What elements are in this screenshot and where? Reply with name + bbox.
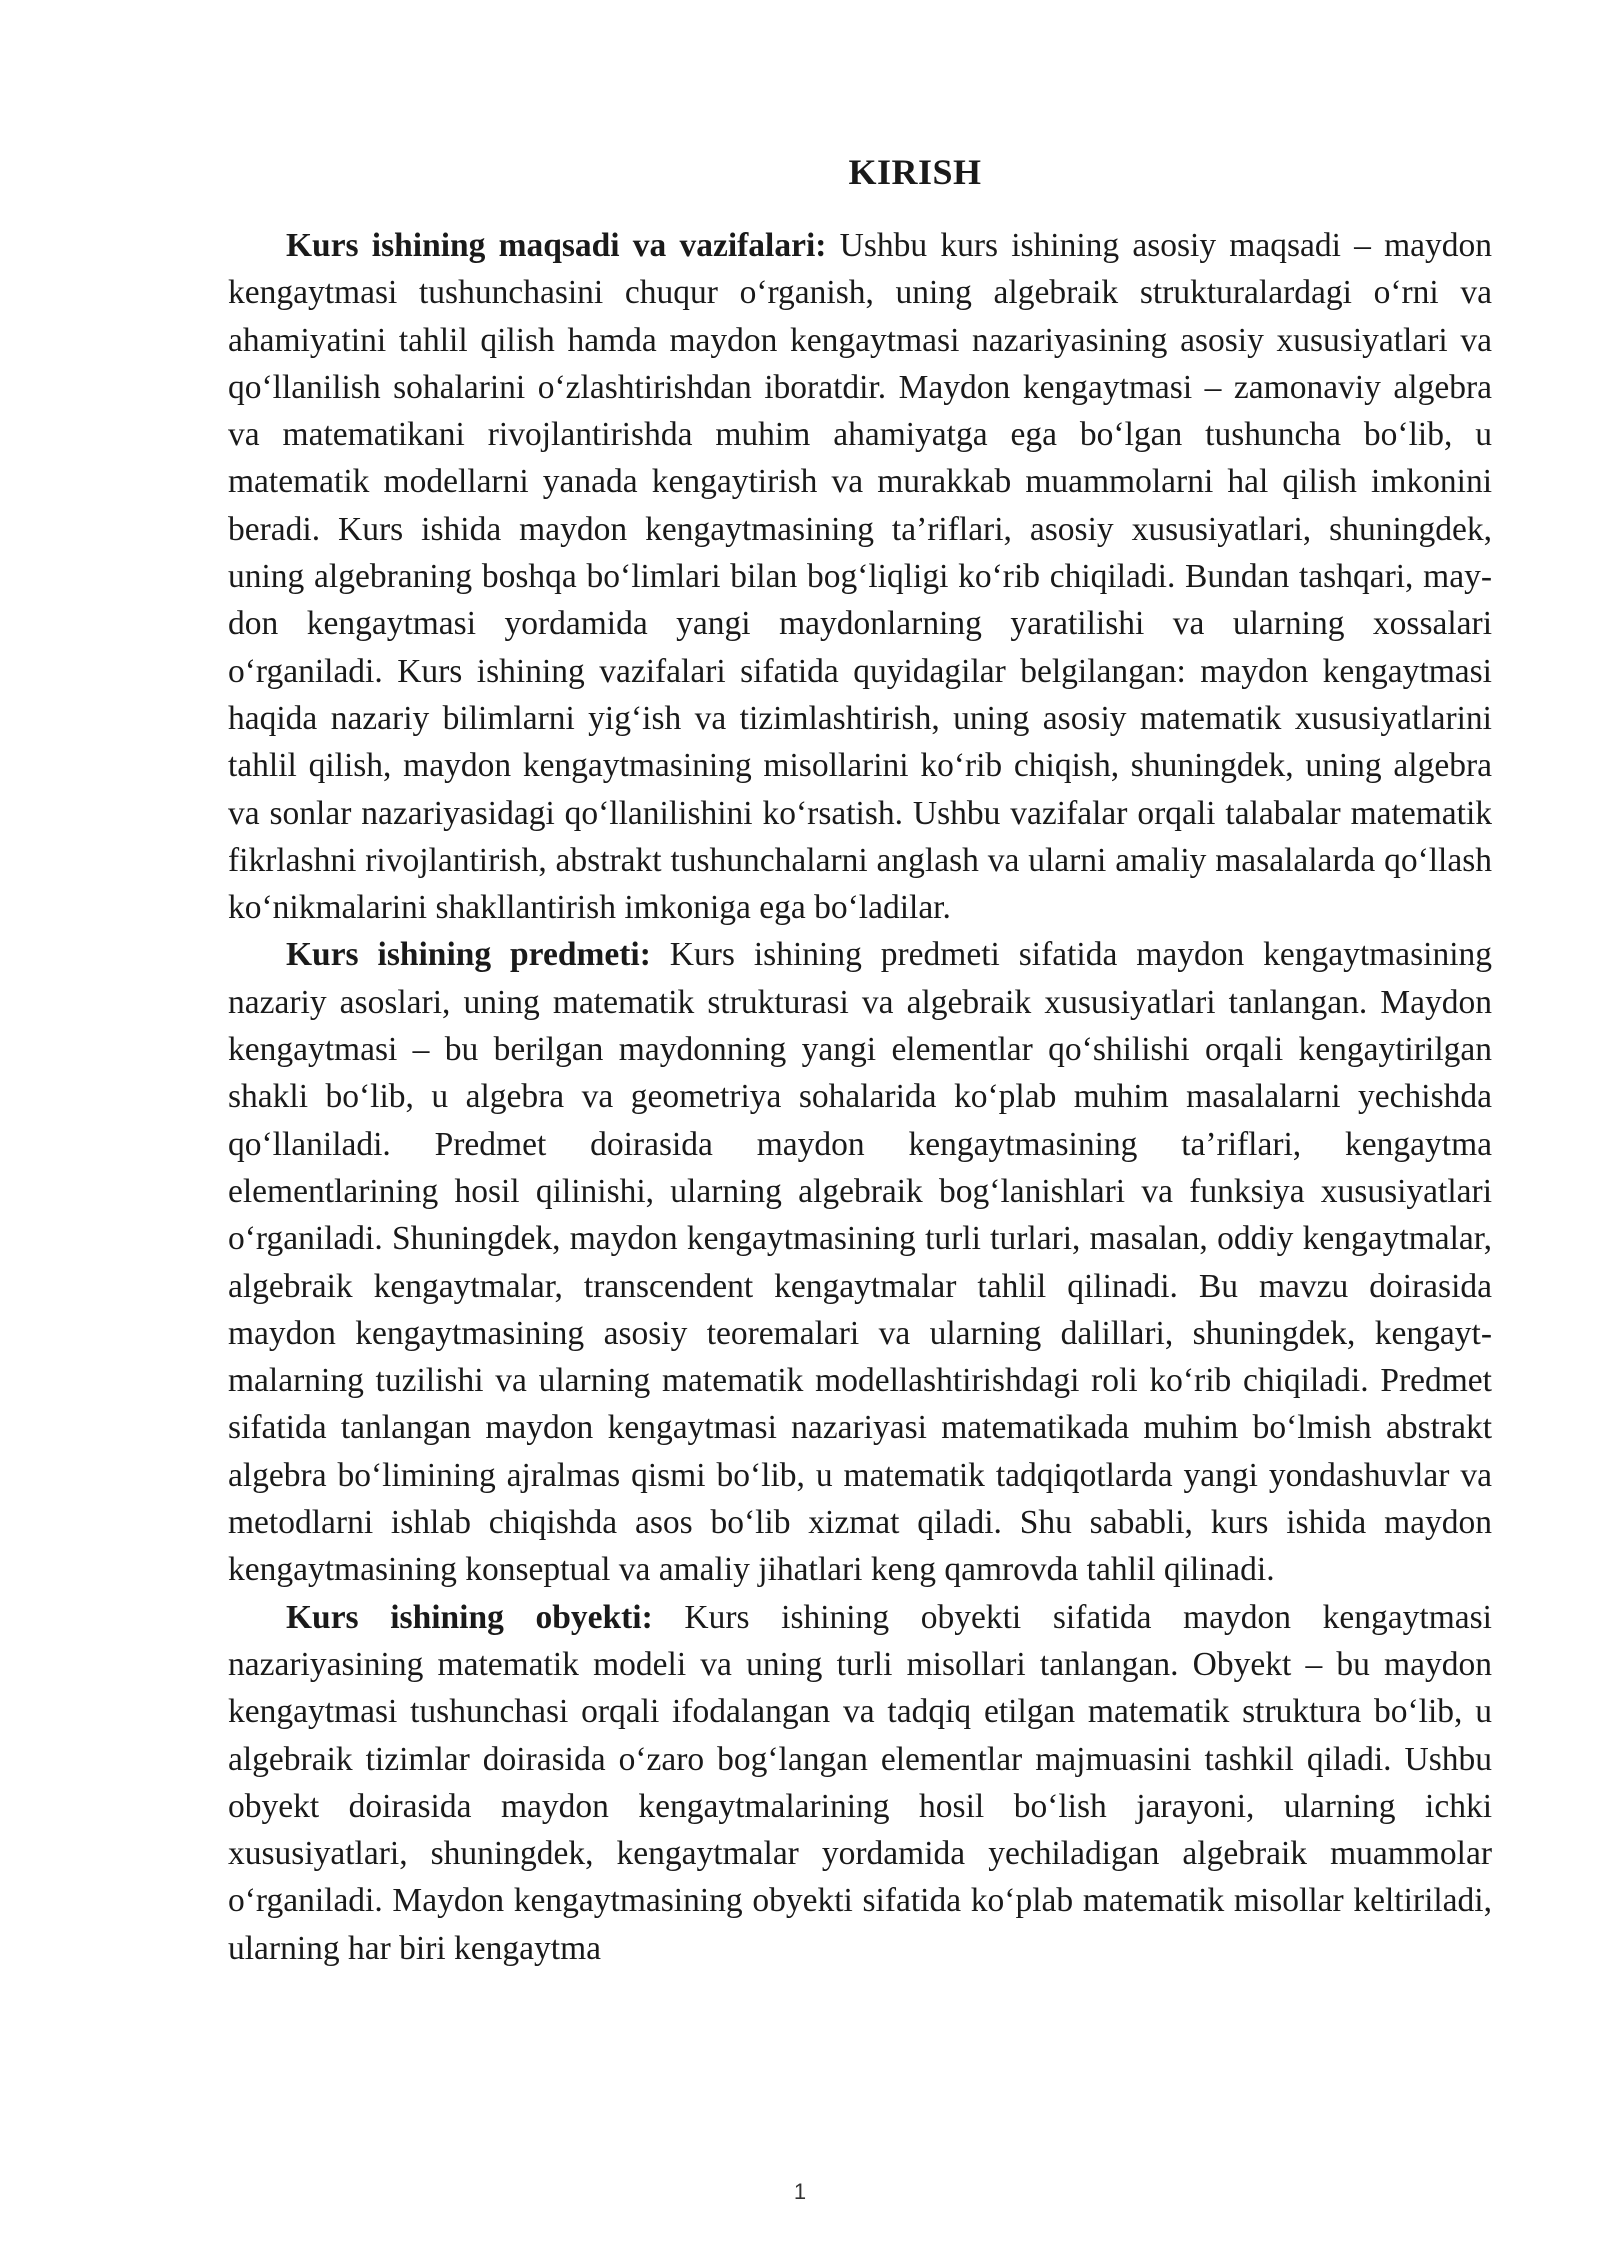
page-title: KIRISH xyxy=(848,152,982,192)
paragraph-lead: Kurs ishining maqsadi va vazifalari: xyxy=(286,227,827,264)
paragraph-lead: Kurs ishining obyekti: xyxy=(286,1598,653,1636)
paragraph-obyekti xyxy=(228,1594,1492,1972)
document-page xyxy=(228,150,1492,1972)
paragraph-text: Kurs ishining obyekti sifatida maydon kengaytmasi nazariyasining matematik modeli va uning turli misollari tanlangan. Obyekt – bu maydon kengaytmasi tushunchasi orqali ifodalangan va tadqiq etilgan matematik struktura bo‘lib, u algebraik tizimlar doirasida o‘zaro bog‘langan elementlar majmuasini tashkil qiladi. Ushbu obyekt doirasida maydon kengaytmalarining hosil bo‘lish jarayoni, ularning ichki xususiyatlari, shuningdek, kengaytmalar yordamida yechiladigan algebraik muammolar o‘rganiladi. Maydon kengaytmasining obyekti sifatida ko‘plab matematik misollar keltiriladi, ularning har biri kengaytma xyxy=(228,1598,1492,1967)
paragraph-predmeti xyxy=(228,931,1492,1593)
paragraph-text: Kurs ishining predmeti sifatida maydon kengaytmasining nazariy asoslari, uning matematik strukturasi va algebraik xususiyatlari tanlangan. Maydon kengaytmasi – bu berilgan maydonning yangi elementlar qo‘shilishi orqali kengaytirilgan shakli bo‘lib, u algebra va geometriya sohalarida ko‘plab muhim masalalarni yechishda qo‘llaniladi. Predmet doirasida maydon kengaytmasining ta’riflari, kengaytma elementlarining hosil qilinishi, ularning algebraik bog‘lanishlari va funksiya xususiyatlari o‘rganiladi. Shuningdek, maydon kengaytmasining turli turlari, masalan, oddiy kengaytmalar, algebraik kengaytmalar, transcendent kengaytmalar tahlil qilinadi. Bu mavzu doirasida maydon kengaytmasining asosiy teoremalari va ularning dalillari, shuningdek, kengaytmalarning tuzilishi va ularning matematik modellashtirishdagi roli ko‘rib chiqiladi. Predmet sifatida tanlangan maydon kengaytmasi nazariyasi matematikada muhim bo‘lmish abstrakt algebra bo‘limining ajralmas qismi bo‘lib, u matematik tadqiqotlarda yangi yondashuvlar va metodlarni ishlab chiqishda asos bo‘lib xizmat qiladi. Shu sababli, kurs ishida maydon kengaytmasining konseptual va amaliy jihatlari keng qamrovda tahlil qilinadi. xyxy=(228,936,1492,1589)
page-number: 1 xyxy=(793,2179,807,2204)
paragraph-text: Ushbu kurs ishining asosiy maqsadi – maydon kengaytmasi tushunchasini chuqur o‘rganish, uning algebraik strukturalardagi o‘rni va ahamiyatini tahlil qilish hamda maydon kengaytmasi nazariyasining asosiy xususiyatlari va qo‘llanilish sohalarini o‘zlashtirishdan iboratdir. Maydon kengaytmasi – zamonaviy algebra va matematikani rivojlantirishda muhim ahamiyatga ega bo‘lgan tushuncha bo‘lib, u matematik modellarni yanada kengaytirish va murakkab muammolarni hal qilish imkonini beradi. Kurs ishida maydon kengaytmasining ta’riflari, asosiy xususiyatlari, shuningdek, uning algebraning boshqa bo‘limlari bilan bog‘liqligi ko‘rib chiqiladi. Bundan tashqari, maydon kengaytmasi yordamida yangi maydonlarning yaratilishi va ularning xossalari o‘rganiladi. Kurs ishining vazifalari sifatida quyidagilar belgilangan: maydon kengaytmasi haqida nazariy bilimlarni yig‘ish va tizimlashtirish, uning asosiy matematik xususiyatlarini tahlil qilish, maydon kengaytmasining misollarini ko‘rib chiqish, shuningdek, uning algebra va sonlar nazariyasidagi qo‘llanilishini ko‘rsatish. Ushbu vazifalar orqali talabalar matematik fikrlashni rivojlantirish, abstrakt tushunchalarni anglash va ularni amaliy masalalarda qo‘llash ko‘nikmalarini shakllantirish imkoniga ega bo‘ladilar. xyxy=(228,227,1492,927)
paragraph-lead: Kurs ishining predmeti: xyxy=(286,936,651,974)
paragraph-maqsadi xyxy=(228,222,1492,931)
